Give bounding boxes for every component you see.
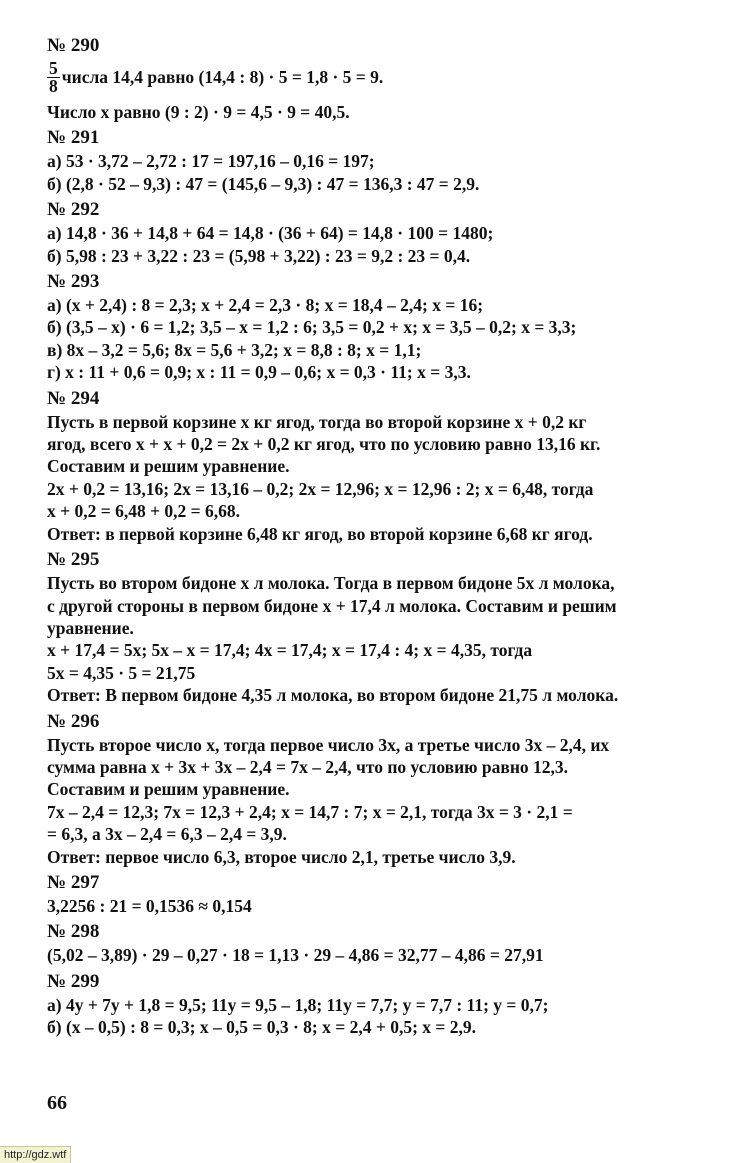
solution-line: 2x + 0,2 = 13,16; 2x = 13,16 – 0,2; 2x = 12,96; x = 12,96 : 2; x = 6,48, тогда	[47, 478, 594, 499]
problem-title: № 298	[47, 921, 100, 943]
solution-line: Число x равно (9 : 2) · 9 = 4,5 · 9 = 40,5.	[47, 102, 350, 122]
page-content	[47, 31, 707, 1039]
fraction-numerator: 5	[49, 58, 58, 78]
problem-294	[47, 387, 707, 545]
problem-291	[47, 126, 707, 195]
problem-296	[47, 710, 707, 868]
solution-line: Пусть в первой корзине x кг ягод, тогда во второй корзине x + 0,2 кг	[47, 411, 587, 432]
solution-line: б) (3,5 – x) · 6 = 1,2; 3,5 – x = 1,2 : 6; 3,5 = 0,2 + x; x = 3,5 – 0,2; x = 3,3;	[47, 317, 577, 338]
problem-title: № 299	[47, 970, 100, 992]
solution-line: 7x – 2,4 = 12,3; 7x = 12,3 + 2,4; x = 14,7 : 7; x = 2,1, тогда 3x = 3 · 2,1 =	[47, 801, 573, 822]
solution-line: уравнение.	[47, 617, 134, 638]
solution-line: в) 8x – 3,2 = 5,6; 8x = 5,6 + 3,2; x = 8,8 : 8; x = 1,1;	[47, 339, 422, 360]
solution-line: Составим и решим уравнение.	[47, 456, 290, 477]
fraction-line-text: числа 14,4 равно (14,4 : 8) · 5 = 1,8 · 5 = 9.	[61, 67, 384, 87]
problem-295	[47, 548, 707, 706]
solution-line: Пусть во втором бидоне x л молока. Тогда в первом бидоне 5x л молока,	[47, 573, 615, 594]
solution-line: с другой стороны в первом бидоне x + 17,4 л молока. Составим и решим	[47, 595, 617, 616]
solution-line: = 6,3, а 3x – 2,4 = 6,3 – 2,4 = 3,9.	[47, 824, 287, 845]
fraction-line	[47, 60, 707, 95]
page-number: 66	[47, 1092, 67, 1114]
solution-line: ягод, всего x + x + 0,2 = 2x + 0,2 кг ягод, что по условию равно 13,16 кг.	[47, 434, 601, 455]
solution-line: Пусть второе число x, тогда первое число 3x, а третье число 3x – 2,4, их	[47, 734, 610, 755]
problem-297	[47, 871, 707, 917]
solution-line: (5,02 – 3,89) · 29 – 0,27 · 18 = 1,13 · 29 – 4,86 = 32,77 – 4,86 = 27,91	[47, 945, 544, 966]
problem-title: № 290	[47, 35, 100, 56]
solution-line: x + 0,2 = 6,48 + 0,2 = 6,68.	[47, 501, 241, 522]
problem-290	[47, 34, 707, 123]
solution-line: x + 17,4 = 5x; 5x – x = 17,4; 4x = 17,4; x = 17,4 : 4; x = 4,35, тогда	[47, 640, 533, 661]
solution-line: б) 5,98 : 23 + 3,22 : 23 = (5,98 + 3,22) : 23 = 9,2 : 23 = 0,4.	[47, 245, 471, 266]
answer-line: Ответ: в первой корзине 6,48 кг ягод, во второй корзине 6,68 кг ягод.	[47, 523, 593, 544]
fraction	[47, 60, 60, 95]
solution-line: а) 14,8 · 36 + 14,8 + 64 = 14,8 · (36 + 64) = 14,8 · 100 = 1480;	[47, 223, 494, 244]
problem-title: № 294	[47, 387, 100, 409]
solution-line: а) (x + 2,4) : 8 = 2,3; x + 2,4 = 2,3 · 8; x = 18,4 – 2,4; x = 16;	[47, 295, 484, 316]
solution-line: а) 4y + 7y + 1,8 = 9,5; 11y = 9,5 – 1,8; 11y = 7,7; y = 7,7 : 11; y = 0,7;	[47, 994, 549, 1015]
answer-line: Ответ: первое число 6,3, второе число 2,1, третье число 3,9.	[47, 846, 516, 867]
problem-title: № 297	[47, 871, 100, 893]
answer-line: Ответ: В первом бидоне 4,35 л молока, во втором бидоне 21,75 л молока.	[47, 685, 619, 706]
solution-line: г) x : 11 + 0,6 = 0,9; x : 11 = 0,9 – 0,6; x = 0,3 · 11; x = 3,3.	[47, 362, 471, 383]
problem-292	[47, 198, 707, 267]
problem-title: № 296	[47, 710, 100, 732]
problem-title: № 291	[47, 127, 100, 149]
problem-title: № 292	[47, 199, 100, 221]
solution-line: сумма равна x + 3x + 3x – 2,4 = 7x – 2,4, что по условию равно 12,3.	[47, 756, 569, 777]
problem-title: № 293	[47, 271, 100, 293]
problem-298	[47, 920, 707, 966]
problem-title: № 295	[47, 549, 100, 571]
problem-293	[47, 270, 707, 384]
solution-line: б) (2,8 · 52 – 9,3) : 47 = (145,6 – 9,3) : 47 = 136,3 : 47 = 2,9.	[47, 173, 480, 194]
solution-line: а) 53 · 3,72 – 2,72 : 17 = 197,16 – 0,16 = 197;	[47, 151, 375, 172]
fraction-denominator: 8	[49, 76, 58, 96]
problem-299	[47, 970, 707, 1039]
footer-link[interactable]: http://gdz.wtf	[0, 1146, 71, 1163]
solution-line: б) (x – 0,5) : 8 = 0,3; x – 0,5 = 0,3 · 8; x = 2,4 + 0,5; x = 2,9.	[47, 1017, 476, 1038]
solution-line: 3,2256 : 21 = 0,1536 ≈ 0,154	[47, 895, 252, 916]
solution-line: 5x = 4,35 · 5 = 21,75	[47, 662, 196, 683]
solution-line: Составим и решим уравнение.	[47, 779, 290, 800]
